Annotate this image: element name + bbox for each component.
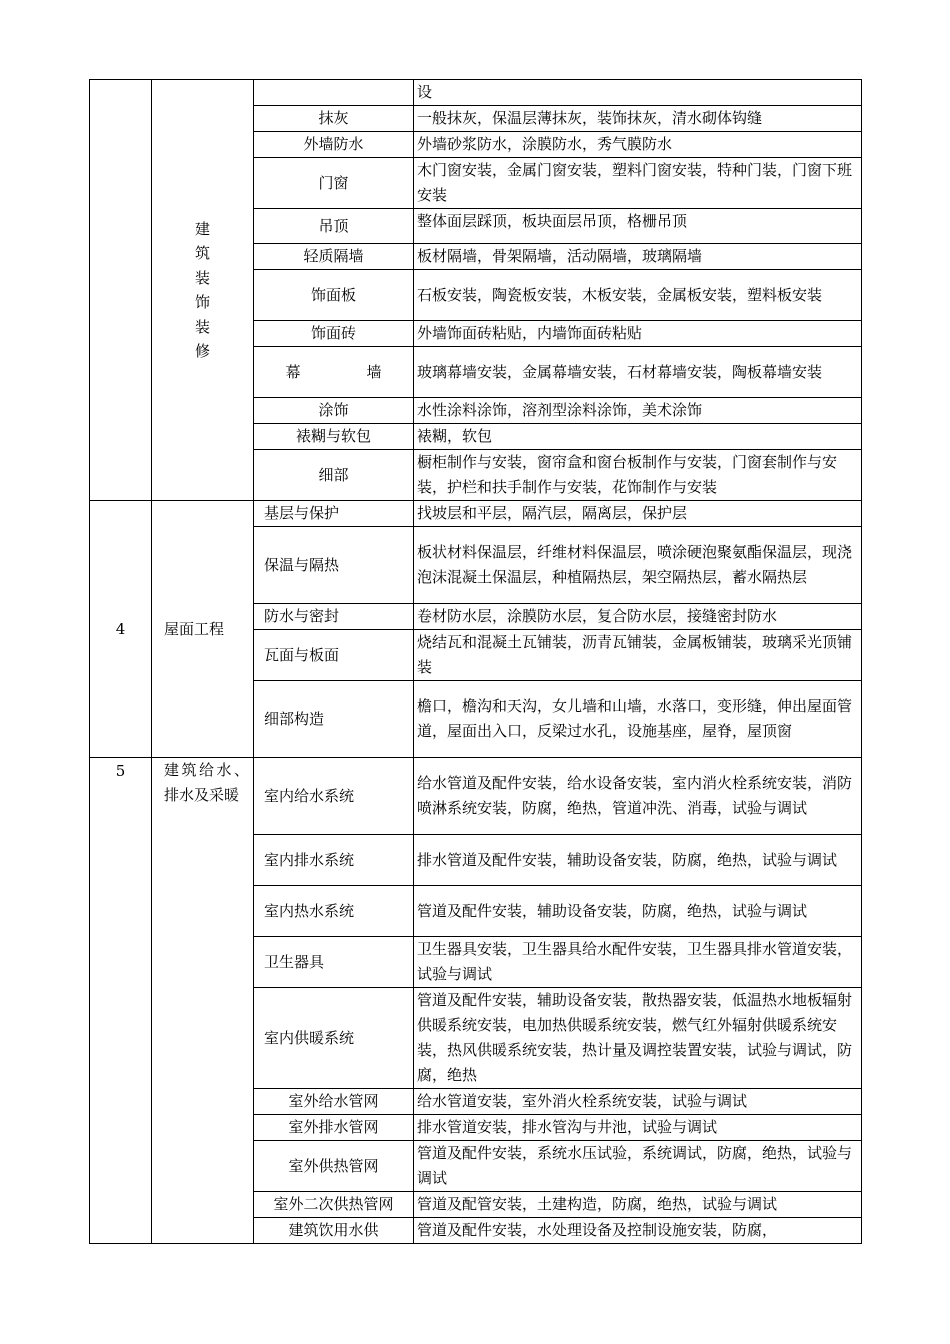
subcategory-label: 幕墙: [285, 362, 382, 381]
table-row: [90, 80, 862, 106]
subcategory-cell: 门窗: [254, 158, 414, 209]
subcategory-cell: 室内排水系统: [254, 835, 414, 886]
subcategory-cell: 轻质隔墙: [254, 244, 414, 270]
items-cell: 裱糊，软包: [414, 424, 862, 450]
items-cell: 檐口，檐沟和天沟，女儿墙和山墙，水落口，变形缝，伸出屋面管道，屋面出入口，反梁过水孔，设施基座，屋脊，屋顶窗: [414, 681, 862, 758]
subcategory-cell: 室外二次供热管网: [254, 1192, 414, 1218]
category-cell: [152, 758, 254, 1244]
items-cell: 整体面层踩顶，板块面层吊顶，格栅吊顶: [414, 209, 862, 244]
category-char: 装: [194, 317, 210, 336]
items-cell: 排水管道及配件安装，辅助设备安装，防腐，绝热，试验与调试: [414, 835, 862, 886]
table-row: [90, 758, 862, 835]
items-cell: 板状材料保温层，纤维材料保温层，喷涂硬泡聚氨酯保温层，现浇泡沫混凝土保温层，种植隔热层，架空隔热层，蓄水隔热层: [414, 527, 862, 604]
subcategory-cell: 裱糊与软包: [254, 424, 414, 450]
subcategory-cell: [254, 347, 414, 398]
subcategory-cell: 防水与密封: [254, 604, 414, 630]
subcategory-cell: 瓦面与板面: [254, 630, 414, 681]
category-char: 饰: [194, 293, 210, 311]
category-char: 装: [194, 268, 210, 287]
items-cell: 外墙饰面砖粘贴，内墙饰面砖粘贴: [414, 321, 862, 347]
items-cell: 管道及配件安装，辅助设备安装，散热器安装，低温热水地板辐射供暖系统安装，电加热供暖系统安装，燃气红外辐射供暖系统安装，热风供暖系统安装，热计量及调控装置安装，试验与调试，防腐，绝热: [414, 988, 862, 1089]
items-cell: 一般抹灰，保温层薄抹灰，装饰抹灰，清水砌体钩缝: [414, 106, 862, 132]
section-number-cell: 4: [90, 501, 152, 758]
subcategory-cell: 室内热水系统: [254, 886, 414, 937]
items-cell: 板材隔墙，骨架隔墙，活动隔墙，玻璃隔墙: [414, 244, 862, 270]
items-cell: 排水管道安装，排水管沟与井池，试验与调试: [414, 1115, 862, 1141]
subcategory-cell: 涂饰: [254, 398, 414, 424]
category-vertical-label: [155, 217, 250, 364]
items-cell: 橱柜制作与安装，窗帘盒和窗台板制作与安装，门窗套制作与安装，护栏和扶手制作与安装，花饰制作与安装: [414, 450, 862, 501]
items-cell: 管道及配件安装，系统水压试验，系统调试，防腐，绝热，试验与调试: [414, 1141, 862, 1192]
items-cell: 管道及配件安装，辅助设备安装，防腐，绝热，试验与调试: [414, 886, 862, 937]
category-cell: 屋面工程: [152, 501, 254, 758]
subcategory-cell: 细部: [254, 450, 414, 501]
subcategory-cell: [254, 80, 414, 106]
items-cell: 设: [414, 80, 862, 106]
items-cell: 管道及配件安装，水处理设备及控制设施安装，防腐，: [414, 1218, 862, 1244]
subcategory-cell: 室外给水管网: [254, 1089, 414, 1115]
subcategory-cell: 建筑饮用水供: [254, 1218, 414, 1244]
items-cell: 木门窗安装，金属门窗安装，塑料门窗安装，特种门装，门窗下班安装: [414, 158, 862, 209]
category-char: 筑: [194, 244, 210, 262]
items-cell: 水性涂料涂饰，溶剂型涂料涂饰，美术涂饰: [414, 398, 862, 424]
construction-division-table: [89, 79, 862, 1244]
items-cell: 烧结瓦和混凝土瓦铺装，沥青瓦铺装，金属板铺装，玻璃采光顶铺装: [414, 630, 862, 681]
subcategory-cell: 室外供热管网: [254, 1141, 414, 1192]
items-cell: 卷材防水层，涂膜防水层，复合防水层，接缝密封防水: [414, 604, 862, 630]
subcategory-cell: 饰面砖: [254, 321, 414, 347]
subcategory-cell: 卫生器具: [254, 937, 414, 988]
items-cell: 给水管道安装，室外消火栓系统安装，试验与调试: [414, 1089, 862, 1115]
items-cell: 找坡层和平层，隔汽层，隔离层，保护层: [414, 501, 862, 527]
items-cell: 石板安装，陶瓷板安装，木板安装，金属板安装，塑料板安装: [414, 270, 862, 321]
items-cell: 玻璃幕墙安装，金属幕墙安装，石材幕墙安装，陶板幕墙安装: [414, 347, 862, 398]
subcategory-cell: 吊顶: [254, 209, 414, 244]
subcategory-cell: 室外排水管网: [254, 1115, 414, 1141]
subcategory-cell: 室内供暖系统: [254, 988, 414, 1089]
category-cell: [152, 80, 254, 501]
subcategory-cell: 细部构造: [254, 681, 414, 758]
table-row: [90, 501, 862, 527]
section-number-cell: 5: [90, 758, 152, 1244]
section-number-cell: [90, 80, 152, 501]
subcategory-cell: 基层与保护: [254, 501, 414, 527]
items-cell: 外墙砂浆防水，涂膜防水，秀气膜防水: [414, 132, 862, 158]
category-label: 建筑给水、排水及采暖: [164, 761, 249, 804]
items-cell: 给水管道及配件安装，给水设备安装，室内消火栓系统安装，消防喷淋系统安装，防腐，绝热，管道冲洗、消毒，试验与调试: [414, 758, 862, 835]
category-char: 建: [194, 219, 210, 238]
subcategory-cell: 外墙防水: [254, 132, 414, 158]
subcategory-cell: 保温与隔热: [254, 527, 414, 604]
subcategory-cell: 抹灰: [254, 106, 414, 132]
category-char: 修: [194, 342, 210, 360]
items-cell: 管道及配管安装，土建构造，防腐，绝热，试验与调试: [414, 1192, 862, 1218]
items-cell: 卫生器具安装，卫生器具给水配件安装，卫生器具排水管道安装，试验与调试: [414, 937, 862, 988]
subcategory-cell: 室内给水系统: [254, 758, 414, 835]
subcategory-cell: 饰面板: [254, 270, 414, 321]
